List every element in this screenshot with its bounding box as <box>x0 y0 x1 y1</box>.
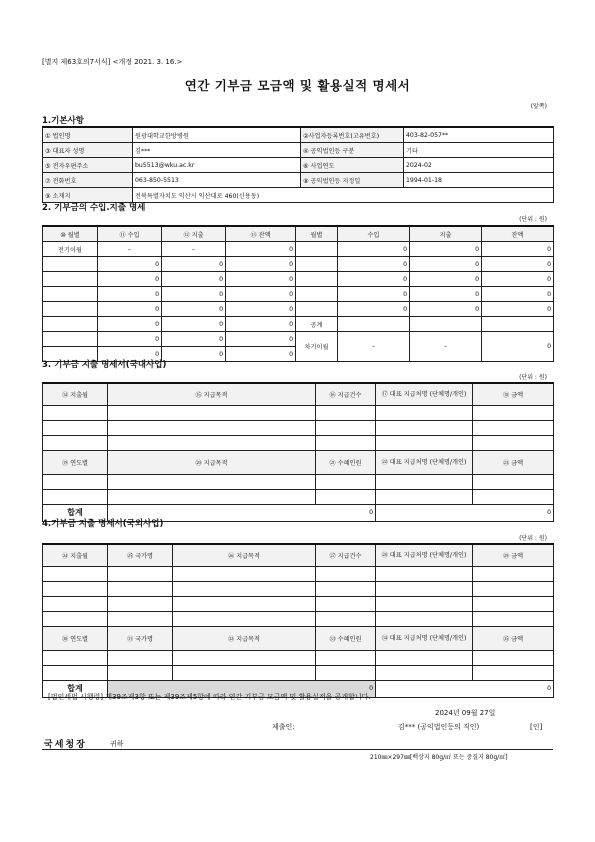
cell <box>108 474 316 489</box>
cell <box>108 611 173 626</box>
cell: 0 <box>98 272 162 287</box>
cell <box>376 581 473 596</box>
table-header-row <box>43 626 554 650</box>
next-carry-label: 차기이월 <box>296 332 338 362</box>
cell <box>376 405 473 420</box>
cell <box>108 596 173 611</box>
cell: 0 <box>98 332 162 347</box>
cell: 0 <box>338 272 410 287</box>
recipient: 국세청장 <box>44 740 87 750</box>
total-amount: 0 <box>376 680 554 697</box>
section-3-heading: 3. 기부금 지출 명세서(국내사업) <box>42 360 167 370</box>
col-header: ㉔ 지출월 <box>43 544 108 566</box>
cell <box>473 566 554 581</box>
section-4-heading: 4.기부금 지출 명세서(국외사업) <box>42 519 164 529</box>
col-header: ㉙ 금액 <box>473 544 554 566</box>
cell <box>173 596 316 611</box>
col-header: ㉜ 지급목적 <box>173 626 316 650</box>
col-header: 지출 <box>410 226 482 242</box>
cell: 0 <box>162 317 226 332</box>
cell: 0 <box>338 257 410 272</box>
table-row <box>43 581 554 596</box>
total-count: 0 <box>108 504 376 521</box>
section-1-heading: 1.기본사항 <box>42 116 84 126</box>
biz-number-label: ②사업자등록번호(고유번호) <box>301 127 404 143</box>
cell <box>43 474 108 489</box>
cell <box>482 317 554 332</box>
cell <box>338 317 410 332</box>
cell <box>376 611 473 626</box>
cell: 0 <box>162 272 226 287</box>
col-header: ⑲ 연도별 <box>43 450 108 474</box>
col-header: ㉟ 금액 <box>473 626 554 650</box>
cell <box>316 566 376 581</box>
col-header: 잔액 <box>482 226 554 242</box>
cell <box>173 581 316 596</box>
cell <box>108 420 316 435</box>
cell <box>316 581 376 596</box>
cell: 0 <box>226 242 296 257</box>
carry-over-label: 전기이월 <box>43 242 98 257</box>
domestic-expense-table <box>42 382 554 522</box>
cell <box>376 566 473 581</box>
cell: – <box>162 242 226 257</box>
cell: 0 <box>226 302 296 317</box>
paper-spec: 210㎜×297㎜[백상지 80g/㎡ 또는 중질지 80g/㎡] <box>370 754 508 761</box>
cell <box>316 596 376 611</box>
cell <box>316 489 376 504</box>
biz-number-value: 403-82-057** <box>404 127 554 143</box>
table-row <box>43 302 554 317</box>
table-row <box>43 332 554 347</box>
col-header: ㉘ 대표 지급처명 (단체명/개인) <box>376 544 473 566</box>
cell <box>296 242 338 257</box>
cell <box>43 257 98 272</box>
cell <box>473 405 554 420</box>
col-header: ㉓ 금액 <box>473 450 554 474</box>
footer-divider <box>42 749 553 750</box>
section-2-heading: 2. 기부금의 수입.지출 명세 <box>42 203 146 213</box>
cell <box>108 405 316 420</box>
cell <box>43 611 108 626</box>
email-label: ⑤ 전자우편주소 <box>43 158 133 173</box>
cell <box>316 474 376 489</box>
table-row <box>43 650 554 665</box>
cell <box>376 489 473 504</box>
table-header-row <box>43 450 554 474</box>
cell: 0 <box>338 287 410 302</box>
cell: 0 <box>338 242 410 257</box>
basic-info-row <box>43 127 554 143</box>
cell: 0 <box>226 257 296 272</box>
cell: 0 <box>482 302 554 317</box>
cell: 0 <box>482 242 554 257</box>
cell <box>316 650 376 665</box>
cell: 0 <box>482 287 554 302</box>
page-title: 연간 기부금 모금액 및 활용실적 명세서 <box>184 78 411 93</box>
cell <box>296 302 338 317</box>
cell <box>108 581 173 596</box>
cell <box>473 489 554 504</box>
cell <box>43 665 108 680</box>
cell: 0 <box>338 302 410 317</box>
cell <box>173 566 316 581</box>
col-header: ⑯ 지급건수 <box>316 383 376 405</box>
cell <box>43 317 98 332</box>
corp-name-label: ① 법인명 <box>43 127 133 143</box>
table-row <box>43 665 554 680</box>
income-expense-table <box>42 225 554 362</box>
seal-mark: [인] <box>530 723 543 731</box>
cell <box>316 611 376 626</box>
col-header: ⑱ 금액 <box>473 383 554 405</box>
col-header: 월별 <box>296 226 338 242</box>
cell <box>43 302 98 317</box>
cell <box>296 257 338 272</box>
col-header: ⑪ 수입 <box>98 226 162 242</box>
cell: 0 <box>410 287 482 302</box>
col-header: ⑩ 월별 <box>43 226 98 242</box>
cell <box>473 596 554 611</box>
corp-type-label: ④ 공익법인등 구분 <box>301 143 404 158</box>
phone-value: 063-850-5513 <box>133 173 301 188</box>
address-label: ⑨ 소재지 <box>43 188 133 203</box>
ceo-value: 김*** <box>133 143 301 158</box>
cell <box>376 474 473 489</box>
ceo-label: ③ 대표자 성명 <box>43 143 133 158</box>
cell: 0 <box>482 332 554 362</box>
table-row <box>43 420 554 435</box>
cell <box>296 272 338 287</box>
cell: – <box>410 332 482 362</box>
cell <box>108 489 316 504</box>
cell: 0 <box>410 242 482 257</box>
cell <box>296 287 338 302</box>
table-row <box>43 242 554 257</box>
table-row <box>43 317 554 332</box>
table-row <box>43 435 554 450</box>
basic-info-row <box>43 173 554 188</box>
cell: 0 <box>410 272 482 287</box>
cell: 0 <box>162 347 226 362</box>
cell: 0 <box>162 302 226 317</box>
law-statement: [법인세법 시행령] 제39조제3항 또는 제39조제5항에 따라 연간 기부금 모금액 및 활용실적을 공개합니다. <box>48 693 371 701</box>
sum-label: 공계 <box>296 317 338 332</box>
table-row <box>43 489 554 504</box>
table-row <box>43 287 554 302</box>
corp-type-value: 기타 <box>404 143 554 158</box>
cell <box>43 332 98 347</box>
cell: 0 <box>226 287 296 302</box>
section-4-unit: (단위 : 원) <box>519 535 547 542</box>
cell <box>43 287 98 302</box>
col-header: ⑳ 지급목적 <box>108 450 316 474</box>
cell: 0 <box>226 317 296 332</box>
col-header: ㉑ 수혜인원 <box>316 450 376 474</box>
cell: 0 <box>162 287 226 302</box>
cell: 0 <box>410 257 482 272</box>
col-header: ㉗ 지급건수 <box>316 544 376 566</box>
cell: 0 <box>98 302 162 317</box>
cell: 0 <box>162 332 226 347</box>
cell <box>173 611 316 626</box>
cell <box>316 420 376 435</box>
cell <box>43 650 108 665</box>
col-header: ㉝ 수혜인원 <box>316 626 376 650</box>
table-row <box>43 405 554 420</box>
table-row <box>43 566 554 581</box>
cell <box>43 420 108 435</box>
cell: 0 <box>410 302 482 317</box>
submission-date: 2024년 09월 27일 <box>435 709 496 717</box>
cell: 0 <box>226 332 296 347</box>
cell <box>108 650 173 665</box>
cell <box>43 581 108 596</box>
basic-info-row <box>43 158 554 173</box>
col-header: ㉒ 대표 지급처명 (단체명/개인) <box>376 450 473 474</box>
table-header-row <box>43 383 554 405</box>
cell <box>43 596 108 611</box>
col-header: ㉛ 국가명 <box>108 626 173 650</box>
designation-date-label: ⑧ 공익법인등 지정일 <box>301 173 404 188</box>
cell <box>43 489 108 504</box>
cell <box>473 650 554 665</box>
col-header: ㉞ 대표 지급처명 (단체명/개인) <box>376 626 473 650</box>
front-side-label: (앞쪽) <box>530 103 547 110</box>
section-3-unit: (단위 : 원) <box>519 374 547 381</box>
table-row <box>43 474 554 489</box>
col-header: ㉖ 지급목적 <box>173 544 316 566</box>
cell <box>173 665 316 680</box>
cell <box>316 405 376 420</box>
recipient-suffix: 귀하 <box>110 740 124 748</box>
cell <box>473 435 554 450</box>
col-header: ⑰ 대표 지급처명 (단체명/개인) <box>376 383 473 405</box>
cell: 0 <box>482 257 554 272</box>
cell <box>173 650 316 665</box>
fiscal-year-value: 2024-02 <box>404 158 554 173</box>
address-value: 전북특별자치도 익산시 익산대로 460(신용동) <box>133 188 554 203</box>
fiscal-year-label: ⑥ 사업연도 <box>301 158 404 173</box>
col-header: ⑭ 지출월 <box>43 383 108 405</box>
cell: 0 <box>98 287 162 302</box>
table-row <box>43 272 554 287</box>
col-header: ㉚ 연도별 <box>43 626 108 650</box>
cell <box>473 581 554 596</box>
cell <box>410 317 482 332</box>
overseas-expense-table <box>42 543 554 698</box>
cell <box>376 435 473 450</box>
total-count: 0 <box>108 680 376 697</box>
phone-label: ⑦ 전화번호 <box>43 173 133 188</box>
section-2-unit: (단위 : 원) <box>519 216 547 223</box>
total-amount: 0 <box>376 504 554 521</box>
cell <box>316 435 376 450</box>
cell <box>376 650 473 665</box>
table-row <box>43 611 554 626</box>
cell: 0 <box>98 347 162 362</box>
cell <box>473 474 554 489</box>
table-header-row <box>43 544 554 566</box>
cell <box>43 272 98 287</box>
col-header: 수입 <box>338 226 410 242</box>
email-value: bu5513@wku.ac.kr <box>133 158 301 173</box>
cell <box>376 665 473 680</box>
cell <box>376 596 473 611</box>
table-row <box>43 596 554 611</box>
basic-info-row <box>43 143 554 158</box>
cell <box>108 435 316 450</box>
submitter-label: 제출인: <box>272 723 295 731</box>
cell <box>376 420 473 435</box>
corp-name-value: 원광대학교한방병원 <box>133 127 301 143</box>
cell <box>43 405 108 420</box>
cell: – <box>338 332 410 362</box>
submitter-name: 김*** (공익법인등의 직인) <box>398 723 480 731</box>
cell: 0 <box>162 257 226 272</box>
cell <box>108 665 173 680</box>
cell <box>43 566 108 581</box>
col-header: ㉕ 국가명 <box>108 544 173 566</box>
cell <box>43 435 108 450</box>
cell: 0 <box>482 272 554 287</box>
table-row <box>43 257 554 272</box>
cell: 0 <box>98 317 162 332</box>
cell <box>473 420 554 435</box>
cell: 0 <box>98 257 162 272</box>
table-header-row <box>43 226 554 242</box>
cell <box>108 566 173 581</box>
total-label: 합계 <box>43 680 108 697</box>
basic-info-table <box>42 126 554 203</box>
cell <box>473 611 554 626</box>
total-label: 합계 <box>43 504 108 521</box>
col-header: ⑫ 지출 <box>162 226 226 242</box>
cell: – <box>98 242 162 257</box>
designation-date-value: 1994-01-18 <box>404 173 554 188</box>
col-header: ⑬ 잔액 <box>226 226 296 242</box>
cell <box>473 665 554 680</box>
cell <box>316 665 376 680</box>
col-header: ⑮ 지급목적 <box>108 383 316 405</box>
cell: 0 <box>226 272 296 287</box>
form-number-note: [별지 제63호의7서식] <개정 2021. 3. 16.> <box>42 58 183 66</box>
cell: 0 <box>226 347 296 362</box>
